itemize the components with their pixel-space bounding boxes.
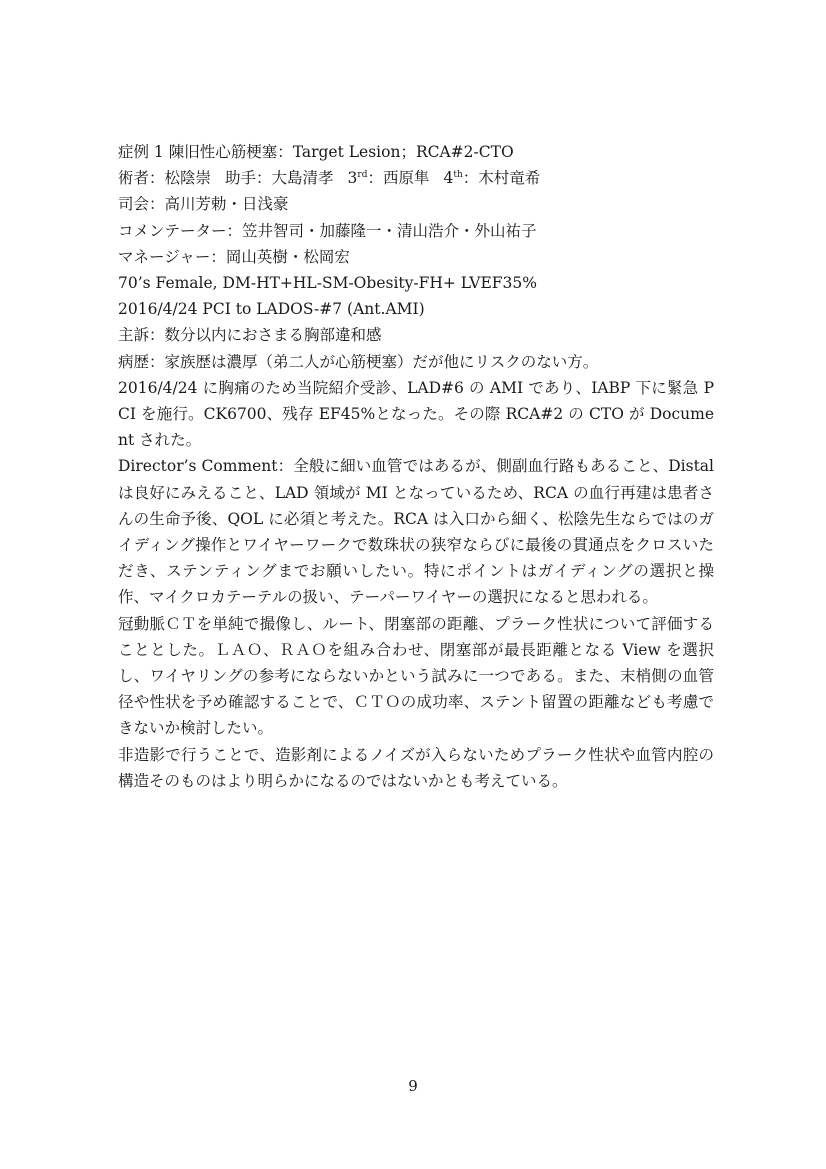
moderators-line: 司会：高川芳勅・日浅豪 [118,195,289,214]
operators-line [118,165,714,191]
clinical-course-paragraph: 2016/4/24 に胸痛のため当院紹介受診、LAD#6 の AMI であり、IABP 下に緊急 PCI を施行。CK6700、残存 EF45%となった。その際 RCA#2 の CTO が Document された。 [118,378,714,450]
director-comment-paragraph: Director’s Comment：全般に細い血管ではあるが、側副血行路もあること、Distal は良好にみえること、LAD 領域が MI となっているため、RCA の血行再建は患者さんの生命予後、QOL に必須と考えた。RCA は入口から細く、松陰先生ならではのガイディング操作とワイヤーワークで数珠状の狭窄ならびに最後の貫通点をクロスいただき、ステンティングまでお願いしたい。特にポイントはガイディングの選択と操作、マイクロカテーテルの扱い、テーパーワイヤーの選択になると思われる。 [118,457,714,607]
fourth-operator-name: ：木村竜希 [462,169,541,188]
patient-profile: 70’s Female, DM-HT+HL-SM-Obesity-FH+ LVEF35% [118,274,537,293]
fourth-operator-suffix: th [453,170,463,181]
third-operator-name: ：西原隼 [367,169,430,188]
page-number: 9 [408,1077,418,1095]
commentators-line: コメンテーター：笠井智司・加藤隆一・清山浩介・外山祐子 [118,221,537,240]
fourth-operator-number: 4 [443,169,454,188]
third-operator-number: 3 [347,169,358,188]
non-contrast-paragraph: 非造影で行うことで、造影剤によるノイズが入らないためプラーク性状や血管内腔の構造そのものはより明らかになるのではないかとも考えている。 [118,745,714,790]
case-title: 症例 1 陳旧性心筋梗塞：Target Lesion；RCA#2-CTO [118,143,514,161]
chief-complaint: 主訴：数分以内におさまる胸部違和感 [118,326,382,345]
assistant: 助手：大島清孝 [225,169,334,188]
case-body [118,139,714,794]
managers-line: マネージャー：岡山英樹・松岡宏 [118,247,350,266]
pci-history: 2016/4/24 PCI to LADOS-#7 (Ant.AMI) [118,300,425,319]
ct-plan-paragraph: 冠動脈ＣＴを単純で撮像し、ルート、閉塞部の距離、プラーク性状について評価することとした。ＬＡＯ、ＲＡＯを組み合わせ、閉塞部が最長距離となる View を選択し、ワイヤリングの参考にならないかという試みに一つである。また、末梢側の血管径や性状を予め確認することで、ＣＴＯの成功率、ステント留置の距離なども考慮できないか検討したい。 [118,614,714,738]
medical-history: 病歴：家族歴は濃厚（弟二人が心筋梗塞）だが他にリスクのない方。 [118,352,599,371]
operator: 術者：松陰崇 [118,169,212,188]
third-operator-suffix: rd [357,170,368,181]
